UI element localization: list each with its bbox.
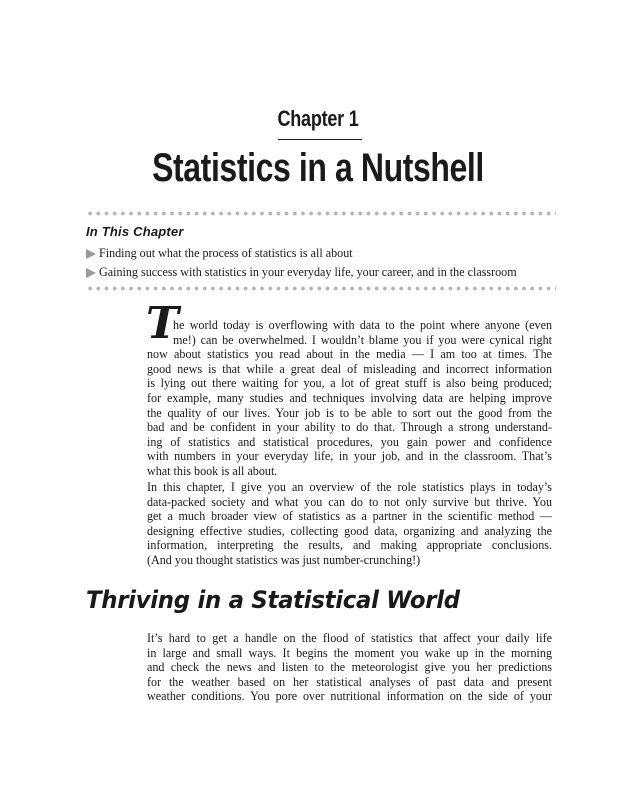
chapter-bullet-list (86, 244, 517, 282)
text-line: the quality of our lives. Your job is to be able to sort out the good from the (147, 405, 552, 420)
intro-paragraph-2 (147, 480, 552, 568)
text-line: weather conditions. You pore over nutritional information on the side of your (147, 689, 552, 704)
text-line: for the weather based on her statistical analyses of past data and present (147, 674, 552, 689)
drop-cap: T (146, 298, 179, 349)
text-line: me!) can be overwhelmed. I wouldn’t blame you if you were cynical right (173, 332, 552, 347)
section-heading: Thriving in a Statistical World (86, 586, 460, 614)
chapter-number: Chapter 1 (277, 106, 359, 131)
text-line: for example, many studies and techniques involving data are helping improve (147, 390, 552, 405)
bullet-triangle-icon (86, 249, 96, 259)
text-line: with numbers in your everyday life, in your job, and in the classroom. That’s (147, 449, 552, 464)
list-item (86, 244, 517, 263)
text-line: in large and small ways. It begins the moment you wake up in the morning (147, 645, 552, 660)
text-line: data-packed society and what you can do to not only survive but thrive. You (147, 494, 552, 509)
list-item (86, 263, 517, 282)
bullet-text: Gaining success with statistics in your everyday life, your career, and in the classroom (99, 265, 517, 279)
in-this-chapter-heading: In This Chapter (86, 224, 184, 239)
chapter-underline (278, 139, 362, 140)
dotted-divider-top (86, 211, 556, 216)
text-line: information, interpreting the results, and making appropriate conclusions. (147, 538, 552, 553)
bullet-triangle-icon (86, 268, 96, 278)
text-line: In this chapter, I give you an overview of the role statistics plays in today’s (147, 480, 552, 494)
bullet-text: Finding out what the process of statistics is all about (99, 246, 353, 260)
text-line: is lying out there waiting for you, a lot of great stuff is also being produced; (147, 376, 552, 391)
text-line: (And you thought statistics was just number-crunching!) (147, 552, 421, 567)
text-line: bad and be confident in your ability to do that. Through a strong understand- (147, 420, 552, 435)
text-line: get a much broader view of statistics as a partner in the scientific method — (147, 509, 552, 524)
text-line: ing of statistics and statistical procedures, you gain power and confidence (147, 434, 552, 449)
text-line: It’s hard to get a handle on the flood of statistics that affect your daily life (147, 631, 552, 645)
text-line: good news is that while a great deal of misleading and incorrect information (147, 361, 552, 376)
text-line: and check the news and listen to the meteorologist give you her predictions (147, 660, 552, 675)
section-paragraph (147, 631, 552, 704)
text-line: he world today is overflowing with data to the point where anyone (even (173, 318, 552, 332)
text-line: designing effective studies, collecting good data, organizing and analyzing the (147, 523, 552, 538)
text-line: now about statistics you read about in the media — I am too at times. The (147, 347, 552, 362)
chapter-title: Statistics in a Nutshell (152, 146, 484, 190)
intro-paragraph-1 (147, 318, 552, 479)
dotted-divider-bottom (86, 286, 556, 291)
text-line: what this book is all about. (147, 463, 278, 478)
